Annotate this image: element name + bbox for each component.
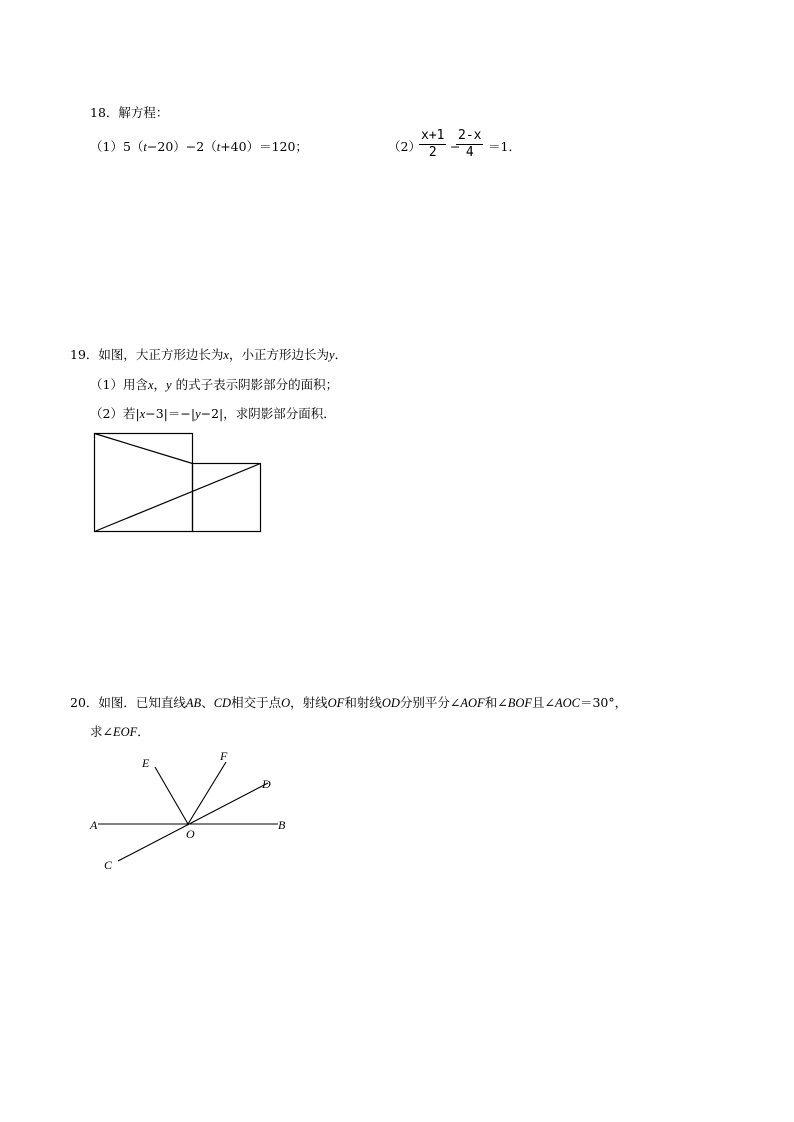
q19-var-y: y bbox=[329, 348, 335, 362]
q19-part2-text: （2）若| bbox=[90, 406, 140, 421]
q20-number: 20． bbox=[70, 695, 99, 710]
label-f: F bbox=[220, 749, 228, 763]
q18-part1-text: 5（ bbox=[122, 139, 144, 154]
q18-rhs: ＝1． bbox=[488, 139, 521, 154]
q18-stem: 解方程： bbox=[118, 105, 169, 120]
fraction-denominator: 2 bbox=[428, 145, 437, 160]
q19-var-y: y bbox=[166, 378, 172, 392]
q18-fraction-2 bbox=[456, 128, 483, 161]
q19-part2-text: −2|，求阴影部分面积． bbox=[200, 406, 336, 421]
q20-line-ab: AB bbox=[185, 696, 202, 710]
q18-fraction-1 bbox=[419, 128, 446, 161]
q19-number: 19． bbox=[70, 347, 99, 362]
q20-stem bbox=[70, 693, 627, 711]
q19-part2-text: −3|＝−| bbox=[145, 406, 196, 421]
q20-angle-eof: EOF bbox=[112, 725, 138, 739]
q19-part1-text: ， bbox=[153, 377, 167, 392]
q20-ray-od: OD bbox=[381, 696, 400, 710]
q20-point-o: O bbox=[281, 696, 291, 710]
q19-text: ． bbox=[334, 347, 348, 362]
q20-ask-text: ． bbox=[137, 724, 150, 739]
q18-part1-text: −20）−2（ bbox=[146, 139, 217, 154]
q20-text: ＝30°， bbox=[579, 695, 628, 710]
q19-var-x: x bbox=[139, 407, 146, 421]
q18-heading bbox=[90, 103, 168, 121]
q18-part1-label: （1） bbox=[90, 139, 123, 154]
q19-part1-text: （1）用含 bbox=[90, 377, 148, 392]
q20-text: 、 bbox=[201, 695, 214, 710]
diagonal-lower bbox=[95, 464, 261, 532]
q18-part2-label: （2） bbox=[388, 139, 421, 154]
q20-text: 和射线 bbox=[344, 695, 382, 710]
q18-part1-text: +40）＝120； bbox=[220, 139, 308, 154]
q19-part1 bbox=[90, 375, 338, 393]
label-e: E bbox=[142, 756, 150, 770]
q20-angle-figure bbox=[80, 745, 300, 875]
q20-line-cd: CD bbox=[213, 696, 232, 710]
q18-part1 bbox=[90, 137, 308, 155]
q19-text: 如图，大正方形边长为 bbox=[98, 347, 224, 362]
q19-part2 bbox=[90, 404, 336, 422]
label-d: D bbox=[262, 777, 271, 791]
q19-part1-text: 的式子表示阴影部分的面积； bbox=[171, 377, 339, 392]
q20-ray-of: OF bbox=[327, 696, 345, 710]
q19-text: ，小正方形边长为 bbox=[228, 347, 329, 362]
q20-ask bbox=[90, 722, 150, 740]
q18-minus: − bbox=[450, 139, 461, 154]
q19-var-y: y bbox=[195, 407, 201, 421]
q20-angle-aof: AOF bbox=[460, 696, 485, 710]
q20-text: 和∠ bbox=[484, 695, 508, 710]
ray-oe bbox=[155, 767, 188, 824]
q20-ask-text: 求∠ bbox=[90, 724, 113, 739]
q19-var-x: x bbox=[223, 348, 229, 362]
fraction-numerator: x+1 bbox=[421, 128, 445, 143]
q18-number: 18． bbox=[90, 105, 119, 120]
q18-var-t: t bbox=[143, 140, 147, 154]
label-c: C bbox=[104, 858, 113, 872]
q20-text: 相交于点 bbox=[231, 695, 282, 710]
q20-angle-bof: BOF bbox=[507, 696, 532, 710]
label-b: B bbox=[278, 818, 286, 832]
q19-stem bbox=[70, 345, 347, 363]
diagonal-upper bbox=[95, 434, 193, 464]
label-o: O bbox=[186, 827, 195, 841]
q18-var-t: t bbox=[216, 140, 221, 154]
q19-var-x: x bbox=[147, 378, 154, 392]
fraction-denominator: 4 bbox=[465, 145, 474, 160]
line-cd bbox=[118, 783, 268, 861]
q20-text: 如图．已知直线 bbox=[98, 695, 186, 710]
label-a: A bbox=[90, 818, 98, 832]
small-square bbox=[193, 464, 261, 532]
q20-text: ，射线 bbox=[290, 695, 328, 710]
q20-text: 且∠ bbox=[532, 695, 555, 710]
q20-text: 分别平分∠ bbox=[399, 695, 461, 710]
fraction-numerator: 2-x bbox=[458, 128, 482, 143]
q19-squares-figure bbox=[90, 430, 270, 538]
q20-angle-aoc: AOC bbox=[554, 696, 580, 710]
